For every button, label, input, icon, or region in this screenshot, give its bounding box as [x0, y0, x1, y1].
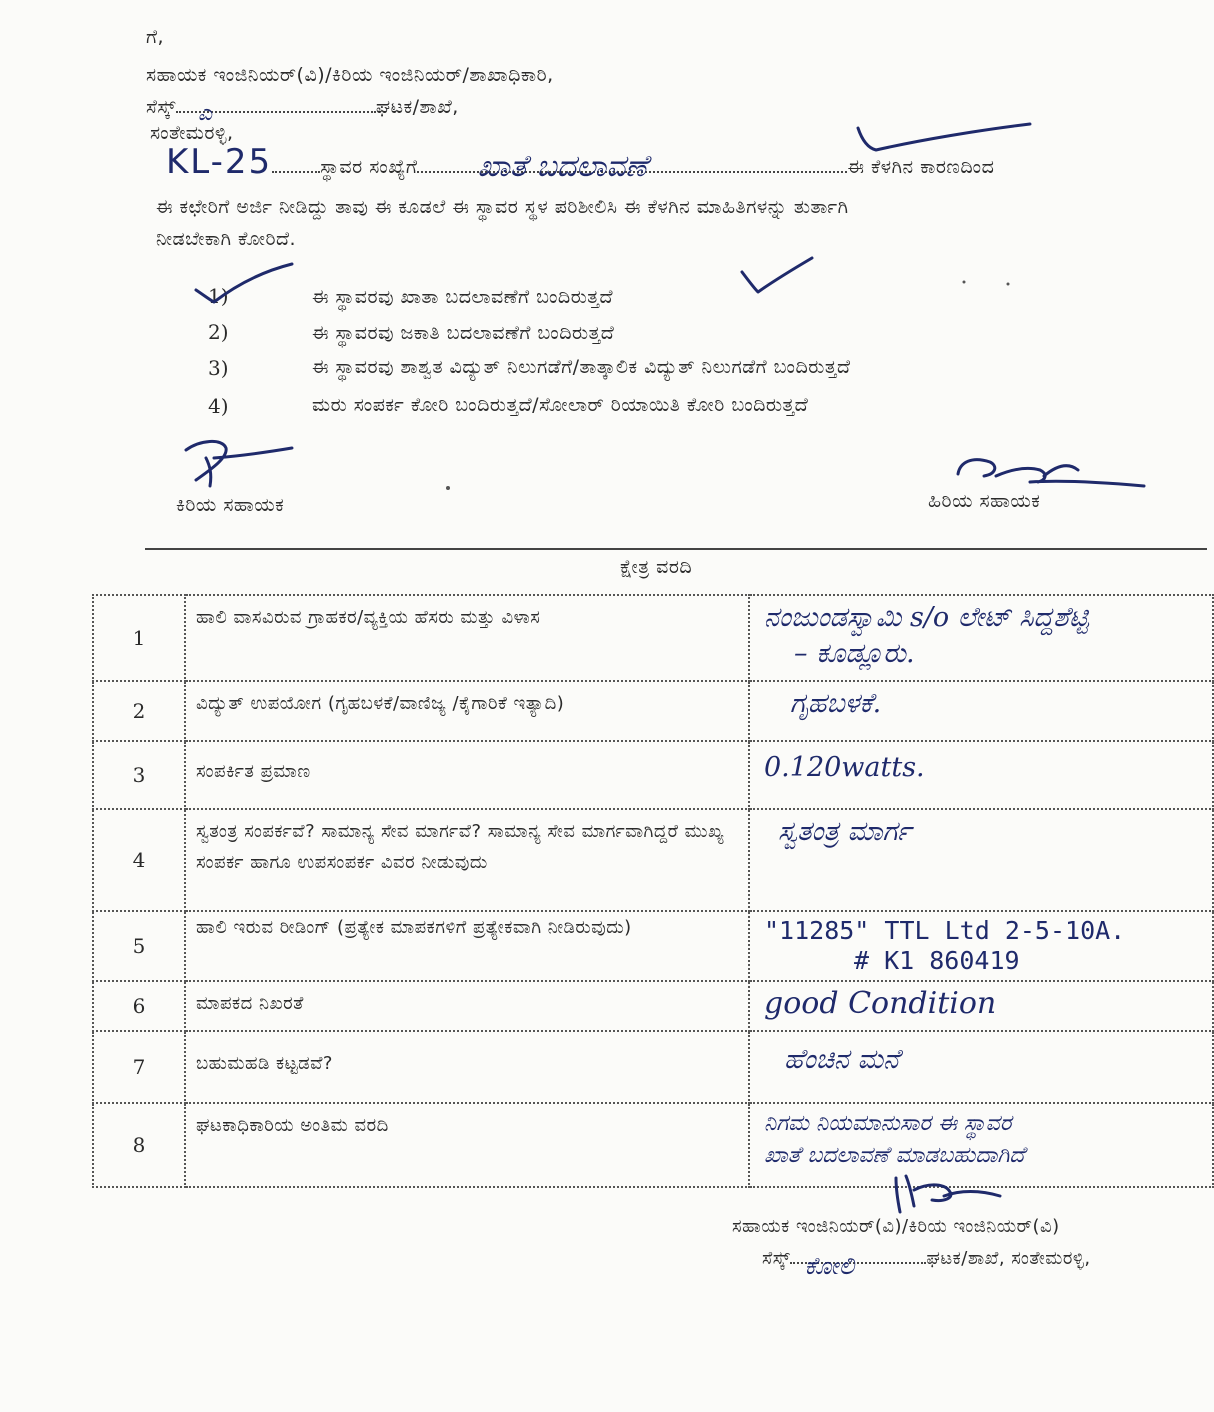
report-title: ಕ್ಷೇತ್ರ ವರದಿ: [620, 556, 693, 578]
footer-sesc-line: [762, 1248, 1091, 1280]
junior-signature: [186, 441, 292, 486]
row-value: ಗೃಹಬಳಕೆ.: [749, 681, 1213, 741]
option-4-text: ಮರು ಸಂಪರ್ಕ ಕೋರಿ ಬಂದಿರುತ್ತದೆ/ಸೋಲಾರ್ ರಿಯಾಯಿತಿ ಕೋರಿ ಬಂದಿರುತ್ತದೆ: [312, 394, 809, 416]
footer-sesc-suffix: ಘಟಕ/ಶಾಖೆ, ಸಂತೇಮರಳ್ಳಿ,: [926, 1248, 1091, 1269]
reason-fill: ಖಾತೆ ಬದಲಾವಣೆ: [477, 149, 648, 184]
table-row: [93, 681, 1213, 741]
body-line-1: ಈ ಕಛೇರಿಗೆ ಅರ್ಜಿ ನೀಡಿದ್ದು ತಾವು ಈ ಕೂಡಲೆ ಈ ಸ್ಥಾವರ ಸ್ಥಳ ಪರಿಶೀಲಿಸಿ ಈ ಕೆಳಗಿನ ಮಾಹಿತಿಗಳನ್ನು ತುರ್ತಾಗಿ: [156, 196, 849, 218]
row-label: ವಿದ್ಯುತ್ ಉಪಯೋಗ (ಗೃಹಬಳಕೆ/ವಾಣಿಜ್ಯ /ಕೈಗಾರಿಕೆ ಇತ್ಯಾದಿ): [185, 681, 749, 741]
table-row: [93, 1031, 1213, 1103]
field-report-table: [92, 594, 1214, 1188]
reason-blank: [417, 149, 847, 184]
row-value: ಸ್ವತಂತ್ರ ಮಾರ್ಗ: [749, 809, 1213, 911]
table-row: [93, 981, 1213, 1031]
table-row: [93, 911, 1213, 981]
senior-assistant-label: ಹಿರಿಯ ಸಹಾಯಕ: [928, 490, 1041, 512]
option-2-text: ಈ ಸ್ಥಾವರವು ಜಕಾತಿ ಬದಲಾವಣೆಗೆ ಬಂದಿರುತ್ತದೆ: [312, 322, 615, 344]
option-1-text: ಈ ಸ್ಥಾವರವು ಖಾತಾ ಬದಲಾವಣೆಗೆ ಬಂದಿರುತ್ತದೆ: [312, 286, 614, 308]
row-number: 1: [93, 595, 185, 681]
footer-designation: ಸಹಾಯಕ ಇಂಜಿನಿಯರ್(ವಿ)/ಕಿರಿಯ ಇಂಜಿನಿಯರ್(ವಿ): [732, 1216, 1060, 1237]
row-label: ಬಹುಮಹಡಿ ಕಟ್ಟಡವೆ?: [185, 1031, 749, 1103]
footer-unit-blank: [790, 1252, 926, 1280]
row-label: ಸಂಪರ್ಕಿತ ಪ್ರಮಾಣ: [185, 741, 749, 809]
sesc-suffix: ಘಟಕ/ಶಾಖೆ,: [375, 96, 459, 118]
footer-sesc-prefix: ಸೆಸ್ಕ್: [762, 1248, 791, 1269]
row-number: 2: [93, 681, 185, 741]
row-label: ಸ್ವತಂತ್ರ ಸಂಪರ್ಕವೆ? ಸಾಮಾನ್ಯ ಸೇವ ಮಾರ್ಗವೆ? ಸಾಮಾನ್ಯ ಸೇವ ಮಾರ್ಗವಾಗಿದ್ದರೆ ಮುಖ್ಯ ಸಂಪರ್ಕ ಹಾಗೂ ಉಪಸಂಪರ್ಕ ವಿವರ ನೀಡುವುದು: [185, 809, 749, 911]
installation-number: KL-25: [166, 142, 273, 182]
row-value-line-2: ಖಾತೆ ಬದಲಾವಣೆ ಮಾಡಬಹುದಾಗಿದೆ: [764, 1143, 1025, 1168]
junior-assistant-label: ಕಿರಿಯ ಸಹಾಯಕ: [176, 494, 285, 516]
sesc-prefix: ಸೆಸ್ಕ್: [146, 96, 176, 118]
option-1-number: 1): [208, 284, 229, 308]
place-line: ಸಂತೇಮರಳ್ಳಿ,: [150, 122, 234, 144]
option-3-text: ಈ ಸ್ಥಾವರವು ಶಾಶ್ವತ ವಿದ್ಯುತ್ ನಿಲುಗಡೆಗೆ/ತಾತ್ಕಾಲಿಕ ವಿದ್ಯುತ್ ನಿಲುಗಡೆಗೆ ಬಂದಿರುತ್ತದೆ: [312, 356, 851, 378]
row-value-line-2: # K1 860419: [854, 946, 1020, 975]
row-value: [749, 911, 1213, 981]
sesc-unit-fill: ಎ: [197, 101, 213, 126]
table-row: [93, 595, 1213, 681]
row-value-line-1: ನಂಜುಂಡಸ್ವಾಮಿ s/o ಲೇಟ್ ಸಿದ್ದಶೆಟ್ಟಿ: [764, 602, 1089, 633]
row-value: [749, 1103, 1213, 1187]
table-row: [93, 1103, 1213, 1187]
addressee-line: ಸಹಾಯಕ ಇಂಜಿನಿಯರ್(ವಿ)/ಕಿರಿಯ ಇಂಜಿನಿಯರ್/ಶಾಖಾಧಿಕಾರಿ,: [146, 64, 554, 86]
row-number: 7: [93, 1031, 185, 1103]
installation-label: ಸ್ಥಾವರ ಸಂಖ್ಯೆಗೆ: [320, 156, 418, 178]
row-value-line-1: ನಿಗಮ ನಿಯಮಾನುಸಾರ ಈ ಸ್ಥಾವರ: [764, 1111, 1012, 1136]
row-value-line-1: "11285" TTL Ltd 2-5-10A.: [764, 916, 1126, 945]
row-label: ಹಾಲಿ ಇರುವ ರೀಡಿಂಗ್ (ಪ್ರತ್ಯೇಕ ಮಾಪಕಗಳಿಗೆ ಪ್ರತ್ಯೇಕವಾಗಿ ನೀಡಿರುವುದು): [185, 911, 749, 981]
option-4-number: 4): [208, 394, 229, 418]
row-value: good Condition: [749, 981, 1213, 1031]
row-label: ಹಾಲಿ ವಾಸವಿರುವ ಗ್ರಾಹಕರ/ವ್ಯಕ್ತಿಯ ಹೆಸರು ಮತ್ತು ವಿಳಾಸ: [185, 595, 749, 681]
row-value: 0.120watts.: [749, 741, 1213, 809]
speck-mark: [963, 281, 966, 284]
row-value: [749, 595, 1213, 681]
table-row: [93, 741, 1213, 809]
installation-line: [166, 142, 994, 182]
option-3-number: 3): [208, 356, 229, 380]
body-line-2: ನೀಡಬೇಕಾಗಿ ಕೋರಿದೆ.: [156, 228, 297, 250]
row-value-line-2: – ಕೂಡ್ಲೂರು.: [794, 638, 915, 669]
speck-mark: [1007, 283, 1010, 286]
reason-suffix: ಈ ಕೆಳಗಿನ ಕಾರಣದಿಂದ: [847, 156, 995, 178]
sesc-unit-blank: [176, 101, 376, 126]
row-number: 8: [93, 1103, 185, 1187]
sesc-line: [146, 96, 459, 126]
to-line: ಗೆ,: [146, 26, 165, 48]
check-mark-option-1-right: [742, 258, 812, 292]
row-value: ಹೆಂಚಿನ ಮನೆ: [749, 1031, 1213, 1103]
option-2-number: 2): [208, 320, 229, 344]
speck-mark: [446, 486, 450, 490]
row-number: 6: [93, 981, 185, 1031]
row-number: 4: [93, 809, 185, 911]
row-label: ಮಾಪಕದ ನಿಖರತೆ: [185, 981, 749, 1031]
table-row: [93, 809, 1213, 911]
row-number: 3: [93, 741, 185, 809]
footer-unit-fill: ಕೋಲಿ: [804, 1252, 855, 1280]
section-divider: [145, 548, 1207, 550]
row-number: 5: [93, 911, 185, 981]
row-label: ಘಟಕಾಧಿಕಾರಿಯ ಅಂತಿಮ ವರದಿ: [185, 1103, 749, 1187]
senior-signature: [958, 460, 1144, 486]
